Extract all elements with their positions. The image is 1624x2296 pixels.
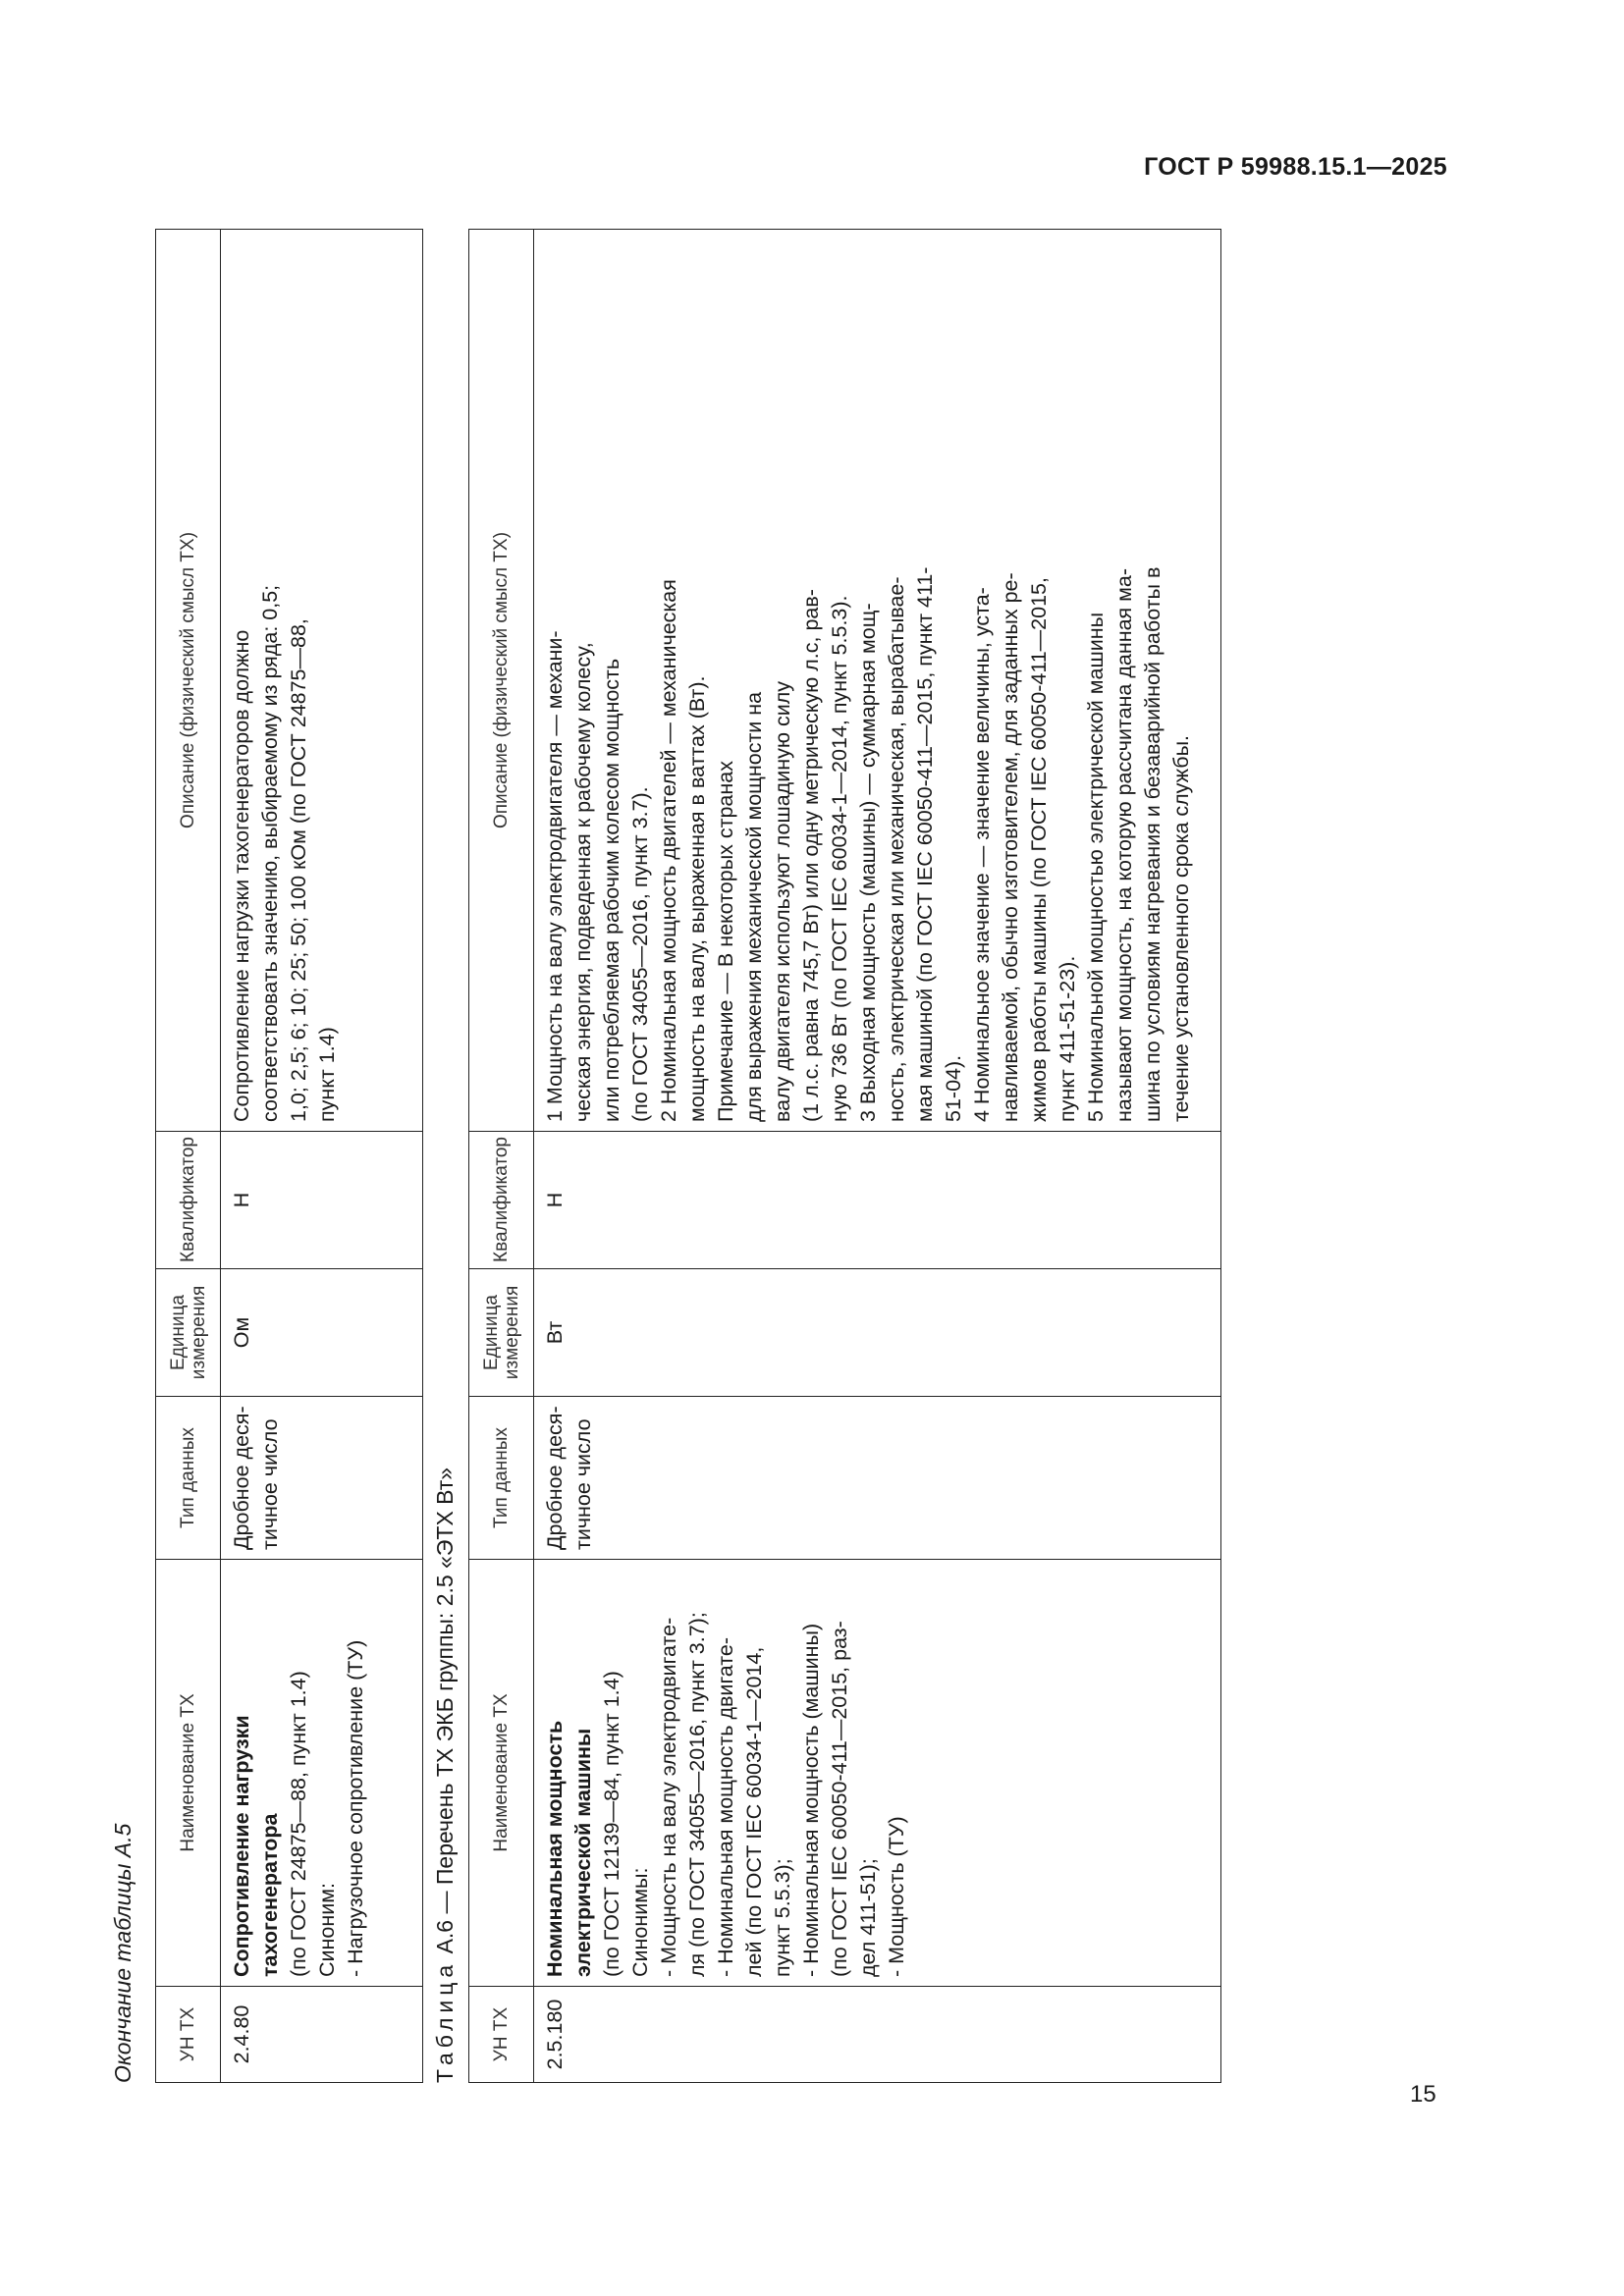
name-line: - Мощность на валу электродвигате- bbox=[657, 1617, 680, 1977]
col-header-id: УН ТХ bbox=[156, 1987, 221, 2083]
desc-line: ную 736 Вт (по ГОСТ IEC 60034-1—2014, пункт 5.5.3). bbox=[828, 595, 851, 1122]
type-line: Дробное деся- bbox=[543, 1406, 567, 1550]
type-line: Дробное деся- bbox=[230, 1406, 253, 1550]
name-line: - Нагрузочное сопротивление (ТУ) bbox=[344, 1639, 367, 1977]
col-header-unit: Единица измерения bbox=[156, 1269, 221, 1397]
cell-qualifier: Н bbox=[221, 1132, 423, 1269]
rotated-content bbox=[110, 228, 1249, 2083]
col-header-name: Наименование ТХ bbox=[156, 1560, 221, 1987]
name-bold-line: Сопротивление нагрузки bbox=[230, 1715, 253, 1977]
cell-type bbox=[221, 1397, 423, 1560]
desc-line: называют мощность, на которую рассчитана данная ма- bbox=[1112, 567, 1136, 1122]
name-line: - Номинальная мощность двигате- bbox=[714, 1636, 737, 1977]
desc-line: (по ГОСТ 34055—2016, пункт 3.7). bbox=[628, 786, 652, 1122]
table-a5-end bbox=[155, 229, 423, 2083]
cell-id: 2.4.80 bbox=[221, 1987, 423, 2083]
col-header-unit: Единица измерения bbox=[469, 1269, 534, 1397]
desc-line: ческая энергия, подведенная к рабочему колесу, bbox=[571, 642, 595, 1122]
cell-unit: Ом bbox=[221, 1269, 423, 1397]
col-header-type: Тип данных bbox=[156, 1397, 221, 1560]
col-header-name: Наименование ТХ bbox=[469, 1560, 534, 1987]
desc-line: пункт 1.4) bbox=[315, 1027, 339, 1122]
desc-line: 1,0; 2,5; 6; 10; 25; 50; 100 кОм (по ГОСТ 24875—88, bbox=[287, 618, 310, 1122]
desc-line: мощность на валу, выраженная в ваттах (Вт). bbox=[685, 675, 709, 1122]
table-header-row bbox=[156, 230, 221, 2083]
desc-line: 2 Номинальная мощность двигателей — механическая bbox=[657, 579, 680, 1122]
document-header: ГОСТ Р 59988.15.1—2025 bbox=[1144, 153, 1447, 181]
table-a6 bbox=[468, 229, 1221, 2083]
table-header-row bbox=[469, 230, 534, 2083]
desc-line: Примечание — В некоторых странах bbox=[714, 761, 737, 1122]
table-row bbox=[534, 230, 1221, 2083]
page-number: 15 bbox=[1410, 2081, 1436, 2108]
desc-line: течение установленного срока службы. bbox=[1169, 734, 1193, 1122]
name-line: дел 411-51); bbox=[856, 1858, 880, 1977]
cell-name bbox=[534, 1560, 1221, 1987]
desc-line: соответствовать значению, выбираемому из ряда: 0,5; bbox=[258, 584, 282, 1122]
desc-line: для выражения механической мощности на bbox=[742, 691, 766, 1122]
desc-line: или потребляемая рабочим колесом мощность bbox=[600, 658, 623, 1122]
name-line: (по ГОСТ IEC 60050-411—2015, раз- bbox=[828, 1621, 851, 1977]
name-line: (по ГОСТ 12139—84, пункт 1.4) bbox=[600, 1671, 623, 1977]
name-line: ля (по ГОСТ 34055—2016, пункт 3.7); bbox=[685, 1612, 709, 1977]
col-header-type: Тип данных bbox=[469, 1397, 534, 1560]
desc-line: навливаемой, обычно изготовителем, для заданных ре- bbox=[999, 572, 1022, 1122]
desc-line: 3 Выходная мощность (машины) — суммарная мощ- bbox=[856, 603, 880, 1122]
cell-id: 2.5.180 bbox=[534, 1987, 1221, 2083]
name-line: - Мощность (ТУ) bbox=[885, 1816, 908, 1977]
col-header-description: Описание (физический смысл ТХ) bbox=[156, 230, 221, 1132]
type-line: тичное число bbox=[258, 1418, 282, 1550]
desc-line: пункт 411-51-23). bbox=[1056, 955, 1079, 1122]
cell-unit: Вт bbox=[534, 1269, 1221, 1397]
desc-line: 51-04). bbox=[942, 1054, 965, 1122]
desc-line: шина по условиям нагревания и безаварийной работы в bbox=[1141, 566, 1164, 1122]
cell-name bbox=[221, 1560, 423, 1987]
name-line: Синоним: bbox=[315, 1882, 339, 1977]
desc-line: 5 Номинальной мощностью электрической машины bbox=[1084, 612, 1108, 1122]
desc-line: (1 л.с. равна 745,7 Вт) или одну метрическую л.с, рав- bbox=[799, 589, 823, 1122]
desc-line: валу двигателя используют лошадиную силу bbox=[771, 680, 794, 1122]
table-continuation-caption: Окончание таблицы А.5 bbox=[110, 1823, 135, 2083]
desc-line: 4 Номинальное значение — значение величины, уста- bbox=[970, 587, 994, 1122]
cell-description bbox=[534, 230, 1221, 1132]
name-bold-line: электрической машины bbox=[571, 1728, 595, 1977]
desc-line: жимов работы машины (по ГОСТ IEC 60050-411—2015, bbox=[1027, 577, 1051, 1122]
name-line: Синонимы: bbox=[628, 1867, 652, 1977]
cell-description bbox=[221, 230, 423, 1132]
name-line: пункт 5.5.3); bbox=[771, 1858, 794, 1977]
type-line: тичное число bbox=[571, 1418, 595, 1550]
name-line: лей (по ГОСТ IEC 60034-1—2014, bbox=[742, 1646, 766, 1977]
cell-qualifier: Н bbox=[534, 1132, 1221, 1269]
col-header-qualifier: Квалификатор bbox=[156, 1132, 221, 1269]
desc-line: 1 Мощность на валу электродвигателя — механи- bbox=[543, 630, 567, 1122]
name-bold-line: тахогенератора bbox=[258, 1813, 282, 1977]
caption-rest: А.6 — Перечень ТХ ЭКБ группы: 2.5 «ЭТХ Вт» bbox=[432, 1467, 458, 1960]
col-header-id: УН ТХ bbox=[469, 1987, 534, 2083]
desc-line: мая машиной (по ГОСТ IEC 60050-411—2015, пункт 411- bbox=[913, 566, 937, 1122]
table-row bbox=[221, 230, 423, 2083]
table-a6-caption bbox=[432, 1468, 459, 2083]
name-line: (по ГОСТ 24875—88, пункт 1.4) bbox=[287, 1671, 310, 1977]
desc-line: ность, электрическая или механическая, вырабатывае- bbox=[885, 576, 908, 1122]
cell-type bbox=[534, 1397, 1221, 1560]
name-bold-line: Номинальная мощность bbox=[543, 1720, 567, 1977]
desc-line: Сопротивление нагрузки тахогенераторов должно bbox=[230, 629, 253, 1122]
col-header-description: Описание (физический смысл ТХ) bbox=[469, 230, 534, 1132]
col-header-qualifier: Квалификатор bbox=[469, 1132, 534, 1269]
caption-prefix: Таблица bbox=[432, 1959, 458, 2083]
name-line: - Номинальная мощность (машины) bbox=[799, 1623, 823, 1977]
